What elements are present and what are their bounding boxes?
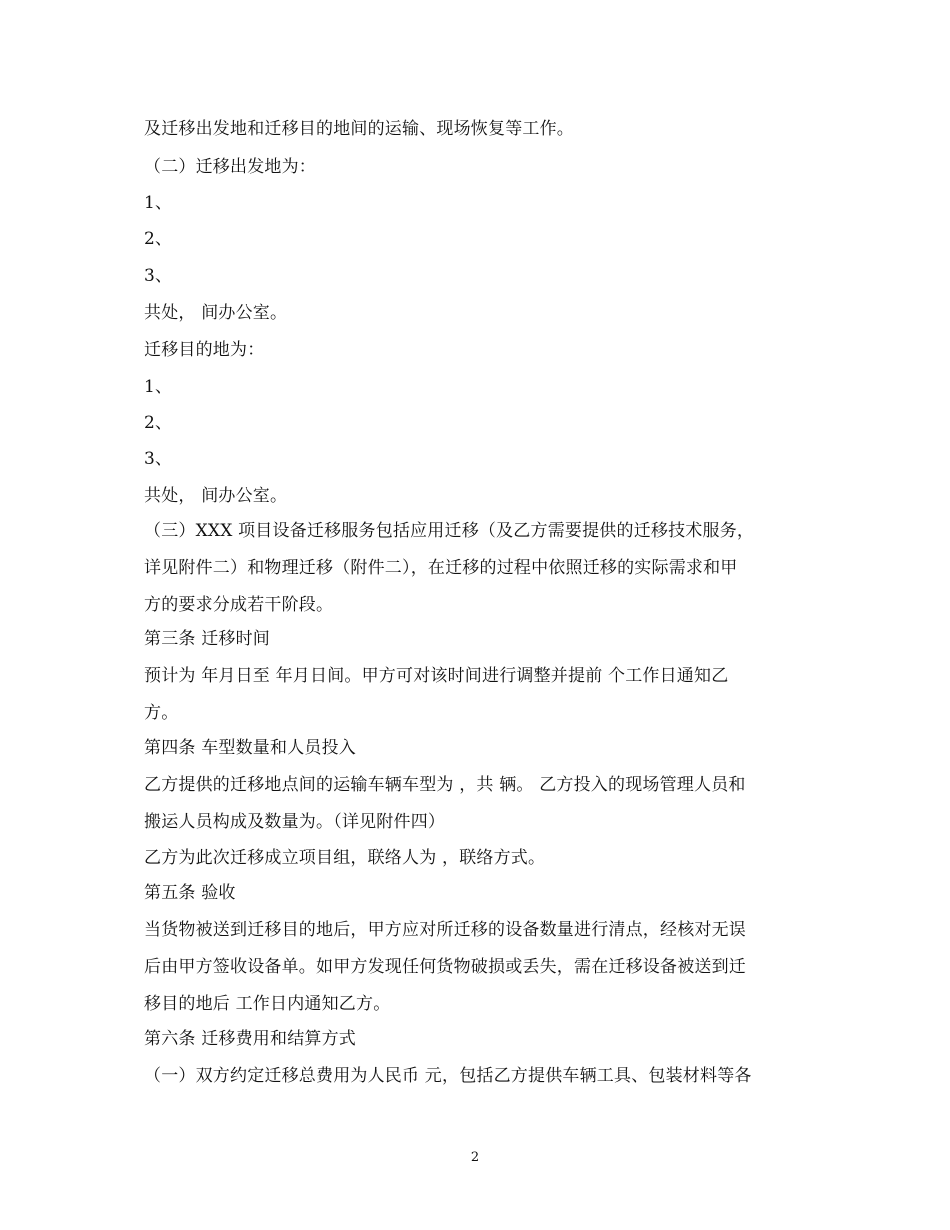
text-line: 当货物被送到迁移目的地后，甲方应对所迁移的设备数量进行清点，经核对无误 [144, 920, 746, 940]
text-line: 乙方提供的迁移地点间的运输车辆车型为 ，共 辆。 乙方投入的现场管理人员和 [144, 775, 746, 795]
text-line: （二）迁移出发地为： [144, 157, 316, 177]
text-line: 预计为 年月日至 年月日间。甲方可对该时间进行调整并提前 个工作日通知乙 [144, 666, 729, 686]
text-line: （三）XXX 项目设备迁移服务包括应用迁移（及乙方需要提供的迁移技术服务， [144, 521, 755, 541]
text-line: 详见附件二）和物理迁移（附件二），在迁移的过程中依照迁移的实际需求和甲 [144, 558, 738, 578]
text-line: 及迁移出发地和迁移目的地间的运输、现场恢复等工作。 [144, 119, 574, 139]
text-line: 搬运人员构成及数量为。（详见附件四） [144, 812, 446, 832]
text-line: 1、 [144, 193, 173, 213]
text-line: 移目的地后 工作日内通知乙方。 [144, 994, 391, 1014]
section-heading: 第五条 验收 [144, 883, 236, 903]
text-line: 方的要求分成若干阶段。 [144, 595, 334, 615]
text-line: 共处， 间办公室。 [144, 486, 288, 506]
section-heading: 第四条 车型数量和人员投入 [144, 738, 357, 758]
text-line: 方。 [144, 703, 179, 723]
text-line: 3、 [144, 266, 173, 286]
page-number: 2 [470, 1150, 480, 1165]
text-line: 迁移目的地为： [144, 340, 265, 360]
section-heading: 第三条 迁移时间 [144, 629, 271, 649]
text-line: （一）双方约定迁移总费用为人民币 元，包括乙方提供车辆工具、包装材料等各 [144, 1066, 752, 1086]
text-line: 乙方为此次迁移成立项目组，联络人为 ，联络方式。 [144, 848, 546, 868]
text-line: 2、 [144, 413, 173, 433]
text-line: 1、 [144, 377, 173, 397]
section-heading: 第六条 迁移费用和结算方式 [144, 1029, 357, 1049]
text-line: 后由甲方签收设备单。如甲方发现任何货物破损或丢失，需在迁移设备被送到迁 [144, 957, 746, 977]
text-line: 共处， 间办公室。 [144, 303, 288, 323]
text-line: 3、 [144, 449, 173, 469]
text-line: 2、 [144, 229, 173, 249]
